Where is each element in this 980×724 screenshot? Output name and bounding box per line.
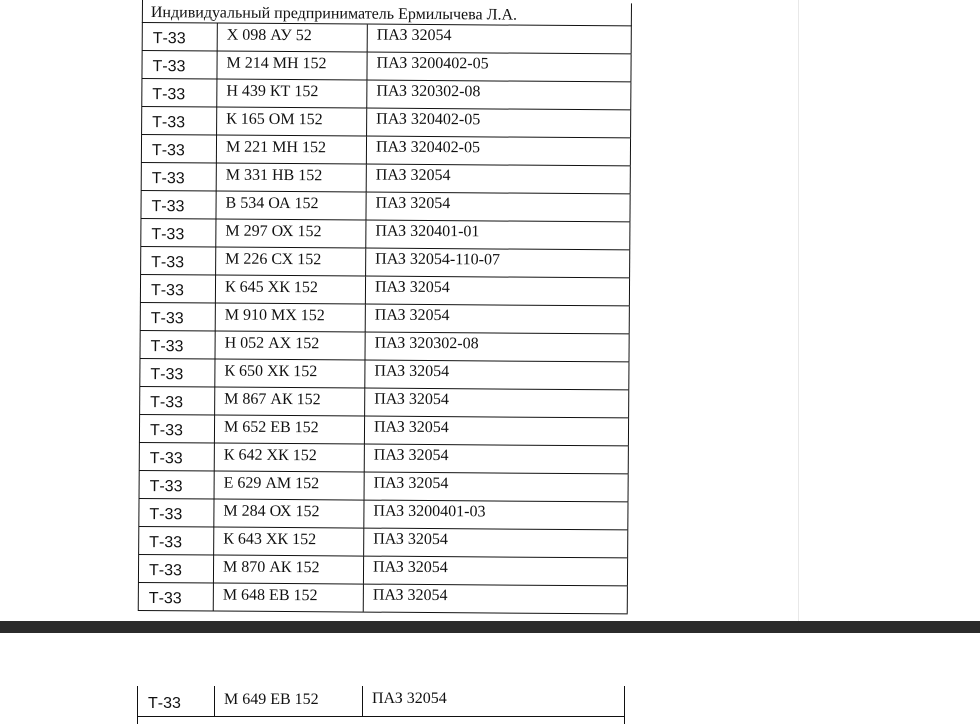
route-cell: Т-33	[140, 191, 216, 219]
plate-cell: Н 052 АХ 152	[215, 332, 365, 360]
table-row	[141, 107, 631, 138]
table-row	[142, 23, 632, 54]
plate-cell: Е 629 АМ 152	[215, 472, 365, 500]
route-cell: Т-33	[138, 583, 214, 611]
model-cell: ПАЗ 32054	[364, 557, 628, 586]
model-cell: ПАЗ 32054	[365, 389, 629, 418]
plate-cell: М 297 ОХ 152	[216, 220, 366, 248]
model-cell: ПАЗ 3200402-05	[367, 53, 631, 82]
model-cell: ПАЗ 320302-08	[367, 81, 631, 110]
page-edge	[798, 0, 799, 621]
model-cell: ПАЗ 32054	[366, 277, 630, 306]
model-cell: ПАЗ 32054-110-07	[366, 249, 630, 278]
model-cell: ПАЗ 320302-08	[365, 333, 629, 362]
table-row	[138, 499, 628, 530]
model-cell: ПАЗ 320402-05	[367, 109, 631, 138]
plate-cell: К 642 ХК 152	[215, 444, 365, 472]
plate-cell: Н 439 КТ 152	[217, 80, 367, 108]
plate-cell: М 284 ОХ 152	[214, 500, 364, 528]
plate-cell: М 867 АК 152	[215, 388, 365, 416]
table-row	[140, 191, 630, 222]
route-cell: Т-33	[141, 135, 217, 163]
plate-cell: М 214 МН 152	[217, 52, 367, 80]
table-body-continued	[137, 686, 625, 717]
vehicle-table	[138, 0, 632, 614]
table-row	[138, 527, 628, 558]
page-divider	[0, 621, 980, 633]
vehicle-table-continued	[137, 686, 625, 724]
model-cell: ПАЗ 32054	[366, 193, 630, 222]
plate-cell: В 534 ОА 152	[216, 192, 366, 220]
route-cell: Т-33	[141, 51, 217, 79]
plate-cell: К 643 ХК 152	[214, 528, 364, 556]
route-cell: Т-33	[138, 527, 214, 555]
plate-cell: К 165 ОМ 152	[217, 108, 367, 136]
model-cell: ПАЗ 32054	[364, 585, 628, 614]
route-cell: Т-33	[140, 275, 216, 303]
table-row	[139, 387, 629, 418]
model-cell: ПАЗ 32054	[365, 361, 629, 390]
table-row	[139, 443, 629, 474]
model-cell: ПАЗ 320402-05	[367, 137, 631, 166]
model-cell: ПАЗ 3200401-03	[364, 501, 628, 530]
model-cell: ПАЗ 32054	[367, 165, 631, 194]
route-cell: Т-33	[138, 555, 214, 583]
route-cell: Т-33	[142, 23, 218, 51]
table-row	[141, 163, 631, 194]
table-row	[140, 219, 630, 250]
table-row	[139, 331, 629, 362]
table-row	[140, 247, 630, 278]
model-cell: ПАЗ 32054	[365, 445, 629, 474]
route-cell: Т-33	[139, 415, 215, 443]
table-row	[137, 686, 625, 717]
table-row	[138, 583, 628, 614]
table-row	[140, 303, 630, 334]
plate-cell: М 648 ЕВ 152	[214, 584, 364, 612]
table-body	[138, 23, 632, 614]
plate-cell: М 221 МН 152	[217, 136, 367, 164]
route-cell: Т-33	[139, 471, 215, 499]
plate-cell: М 652 ЕВ 152	[215, 416, 365, 444]
plate-cell: М 649 ЕВ 152	[215, 686, 363, 716]
table-row	[139, 359, 629, 390]
route-cell: Т-33	[137, 686, 215, 716]
table-row	[140, 275, 630, 306]
table-row	[141, 51, 631, 82]
plate-cell: М 331 НВ 152	[217, 164, 367, 192]
route-cell: Т-33	[139, 387, 215, 415]
plate-cell: Х 098 АУ 52	[218, 24, 368, 52]
table-row	[141, 79, 631, 110]
route-cell: Т-33	[140, 219, 216, 247]
model-cell: ПАЗ 320401-01	[366, 221, 630, 250]
route-cell: Т-33	[139, 359, 215, 387]
model-cell: ПАЗ 32054	[365, 417, 629, 446]
table-row	[139, 471, 629, 502]
route-cell: Т-33	[141, 79, 217, 107]
model-cell: ПАЗ 32054	[366, 305, 630, 334]
plate-cell: М 226 СХ 152	[216, 248, 366, 276]
plate-cell: К 650 ХК 152	[215, 360, 365, 388]
route-cell: Т-33	[141, 107, 217, 135]
table-row	[141, 135, 631, 166]
route-cell: Т-33	[140, 303, 216, 331]
model-cell: ПАЗ 32054	[364, 529, 628, 558]
model-cell: ПАЗ 32054	[365, 473, 629, 502]
route-cell: Т-33	[138, 499, 214, 527]
route-cell: Т-33	[140, 331, 216, 359]
table-header: Индивидуальный предприниматель Ермилычева Л.А.	[142, 0, 632, 26]
model-cell: ПАЗ 32054	[363, 686, 625, 716]
plate-cell: М 870 АК 152	[214, 556, 364, 584]
plate-cell: К 645 ХК 152	[216, 276, 366, 304]
document-page-2	[0, 633, 980, 723]
table-row	[139, 415, 629, 446]
route-cell: Т-33	[141, 163, 217, 191]
plate-cell: М 910 МХ 152	[216, 304, 366, 332]
table-row	[138, 555, 628, 586]
route-cell: Т-33	[140, 247, 216, 275]
route-cell: Т-33	[139, 443, 215, 471]
model-cell: ПАЗ 32054	[368, 25, 632, 54]
